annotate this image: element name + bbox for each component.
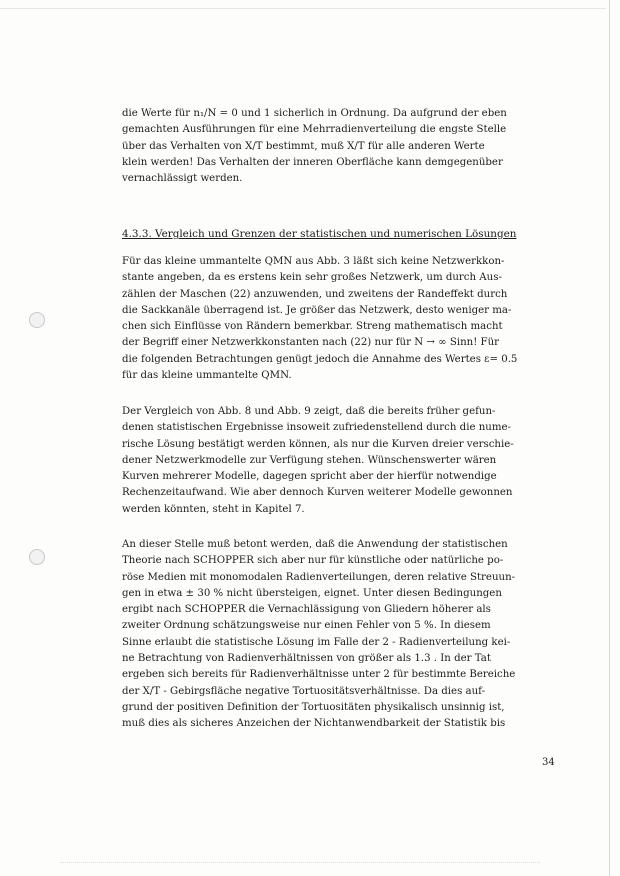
text-line: vernachlässigt werden. bbox=[122, 173, 243, 185]
text-line: die Sackkanäle überragend ist. Je größer das Netzwerk, desto weniger ma- bbox=[122, 304, 512, 316]
page-right-edge bbox=[609, 0, 610, 876]
text-line: ne Betrachtung von Radienverhältnissen von größer als 1.3 . In der Tat bbox=[122, 653, 491, 665]
text-line: für das kleine ummantelte QMN. bbox=[122, 370, 292, 382]
text-line: der Begriff einer Netzwerkkonstanten nach (22) nur für N → ∞ Sinn! Für bbox=[122, 337, 500, 349]
text-line: zählen der Maschen (22) anzuwenden, und zweitens der Randeffekt durch bbox=[122, 288, 508, 300]
text-line: die Werte für n₁/N = 0 und 1 sicherlich in Ordnung. Da aufgrund der eben bbox=[122, 108, 507, 119]
text-line: dener Netzwerkmodelle zur Verfügung stehen. Wünschenswerter wären bbox=[122, 454, 497, 466]
text-line: die folgenden Betrachtungen genügt jedoch die Annahme des Wertes ε= 0.5 bbox=[122, 353, 518, 365]
paragraph-2 bbox=[122, 404, 554, 518]
text-line: Rechenzeitaufwand. Wie aber dennoch Kurven weiterer Modelle gewonnen bbox=[122, 487, 513, 499]
text-line: grund der positiven Definition der Tortuositäten physikalisch unsinnig ist, bbox=[122, 701, 505, 713]
text-line: denen statistischen Ergebnisse insoweit zufriedenstellend durch die nume- bbox=[122, 422, 511, 434]
text-line: gemachten Ausführungen für eine Mehrradienverteilung die engste Stelle bbox=[122, 124, 507, 136]
text-line: Für das kleine ummantelte QMN aus Abb. 3 läßt sich keine Netzwerkkon- bbox=[122, 256, 505, 267]
section-heading: 4.3.3. Vergleich und Grenzen der statistischen und numerischen Lösungen bbox=[122, 228, 517, 240]
page-number: 34 bbox=[542, 757, 555, 768]
text-line: ergeben sich bereits für Radienverhältnisse unter 2 für bestimmte Bereiche bbox=[122, 669, 516, 681]
text-line: Sinne erlaubt die statistische Lösung im Falle der 2 - Radienverteilung kei- bbox=[122, 636, 511, 648]
text-line: werden könnten, steht in Kapitel 7. bbox=[122, 503, 305, 515]
scan-bottom-edge bbox=[60, 862, 540, 864]
text-line: rische Lösung bestätigt werden können, als nur die Kurven dreier verschie- bbox=[122, 438, 514, 450]
text-line: röse Medien mit monomodalen Radienverteilungen, deren relative Streuun- bbox=[122, 571, 516, 583]
page-top-edge bbox=[0, 8, 606, 9]
intro-paragraph bbox=[122, 106, 554, 187]
text-line: Der Vergleich von Abb. 8 und Abb. 9 zeigt, daß die bereits früher gefun- bbox=[122, 406, 496, 417]
text-line: der X/T - Gebirgsfläche negative Tortuositätsverhältnisse. Da dies auf- bbox=[122, 685, 486, 697]
text-line: An dieser Stelle muß betont werden, daß die Anwendung der statistischen bbox=[122, 539, 508, 550]
text-line: ergibt nach SCHOPPER die Vernachlässigung von Gliedern höherer als bbox=[122, 604, 491, 616]
text-line: stante angeben, da es erstens kein sehr großes Netzwerk, um durch Aus- bbox=[122, 272, 502, 284]
text-line: Theorie nach SCHOPPER sich aber nur für künstliche oder natürliche po- bbox=[122, 555, 504, 567]
punch-hole bbox=[29, 312, 45, 328]
paragraph-1 bbox=[122, 254, 554, 384]
text-line: klein werden! Das Verhalten der inneren Oberfläche kann demgegenüber bbox=[122, 156, 503, 168]
paragraph-3 bbox=[122, 537, 554, 733]
text-line: gen in etwa ± 30 % nicht übersteigen, eignet. Unter diesen Bedingungen bbox=[122, 587, 502, 599]
text-line: Kurven mehrerer Modelle, dagegen spricht aber der hierfür notwendige bbox=[122, 471, 497, 483]
text-line: über das Verhalten von X/T bestimmt, muß X/T für alle anderen Werte bbox=[122, 140, 485, 152]
text-line: muß dies als sicheres Anzeichen der Nichtanwendbarkeit der Statistik bis bbox=[122, 718, 506, 730]
punch-hole bbox=[29, 549, 45, 565]
text-line: chen sich Einflüsse von Rändern bemerkbar. Streng mathematisch macht bbox=[122, 321, 503, 333]
text-line: zweiter Ordnung schätzungsweise nur einen Fehler von 5 %. In diesem bbox=[122, 620, 491, 632]
